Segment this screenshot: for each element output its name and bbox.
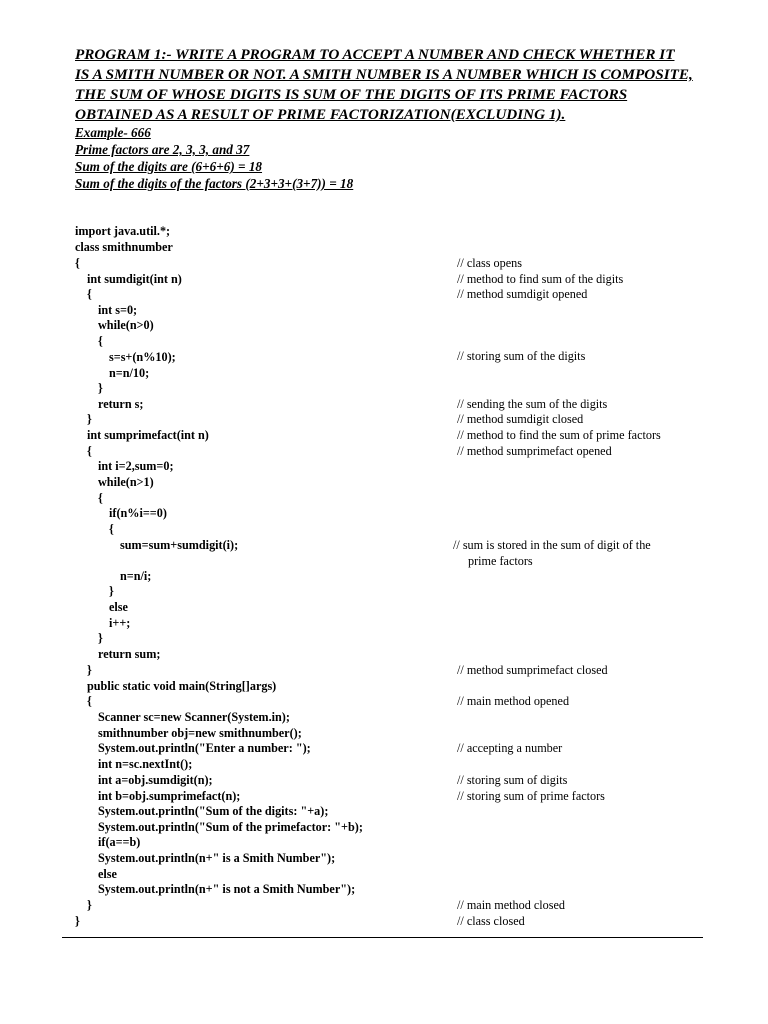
code-comment: // class closed: [457, 914, 525, 928]
code-line: int n=sc.nextInt();: [98, 757, 193, 771]
code-comment: // main method closed: [457, 898, 565, 912]
code-line: import java.util.*;: [75, 224, 171, 238]
code-comment: // sum is stored in the sum of digit of the: [453, 538, 651, 552]
heading-line-3: THE SUM OF WHOSE DIGITS IS SUM OF THE DIGITS OF ITS PRIME FACTORS: [75, 86, 628, 103]
code-comment: // sending the sum of the digits: [457, 397, 608, 411]
code-line: class smithnumber: [75, 240, 173, 254]
code-line: n=n/i;: [120, 569, 152, 583]
code-comment: // main method opened: [457, 694, 570, 708]
code-line: else: [98, 867, 117, 881]
code-line: System.out.println(n+" is not a Smith Number");: [98, 882, 356, 896]
code-line: System.out.println(n+" is a Smith Number");: [98, 851, 336, 865]
code-line: return s;: [98, 397, 144, 411]
code-comment: // method sumdigit closed: [457, 412, 584, 426]
code-comment: // storing sum of the digits: [457, 349, 586, 363]
bottom-rule: [62, 937, 703, 938]
code-line: if(n%i==0): [109, 506, 167, 520]
example-digit-sum: Sum of the digits are (6+6+6) = 18: [75, 159, 263, 174]
code-line: {: [98, 334, 103, 348]
code-line: {: [109, 522, 114, 536]
code-line: {: [87, 287, 92, 301]
code-line: int a=obj.sumdigit(n);: [98, 773, 213, 787]
code-line: System.out.println("Sum of the primefactor: "+b);: [98, 820, 363, 834]
code-line: int sumprimefact(int n): [87, 428, 209, 442]
code-line: while(n>0): [98, 318, 154, 332]
heading-line-4: OBTAINED AS A RESULT OF PRIME FACTORIZATION(EXCLUDING 1).: [75, 106, 566, 123]
code-line: }: [109, 584, 114, 598]
code-line: Scanner sc=new Scanner(System.in);: [98, 710, 290, 724]
code-comment: // method sumprimefact opened: [457, 444, 612, 458]
code-line: }: [87, 898, 92, 912]
code-comment: // accepting a number: [457, 741, 563, 755]
code-line: System.out.println("Sum of the digits: "+a);: [98, 804, 329, 818]
code-comment: // method sumdigit opened: [457, 287, 588, 301]
code-line: int s=0;: [98, 303, 138, 317]
code-line: }: [87, 412, 92, 426]
code-line: int sumdigit(int n): [87, 272, 182, 286]
code-line: }: [98, 381, 103, 395]
code-line: sum=sum+sumdigit(i);: [120, 538, 239, 552]
heading-line-2: IS A SMITH NUMBER OR NOT. A SMITH NUMBER IS A NUMBER WHICH IS COMPOSITE,: [75, 66, 693, 83]
code-line: }: [75, 914, 80, 928]
code-comment: // storing sum of digits: [457, 773, 568, 787]
heading-line-1: PROGRAM 1:- WRITE A PROGRAM TO ACCEPT A NUMBER AND CHECK WHETHER IT: [75, 46, 675, 63]
code-line: {: [75, 256, 80, 270]
code-line: if(a==b): [98, 835, 141, 849]
code-line: smithnumber obj=new smithnumber();: [98, 726, 302, 740]
example-prime-factors: Prime factors are 2, 3, 3, and 37: [75, 142, 250, 157]
code-line: i++;: [109, 616, 131, 630]
code-line: }: [87, 663, 92, 677]
code-line: while(n>1): [98, 475, 154, 489]
code-line: n=n/10;: [109, 366, 150, 380]
code-line: else: [109, 600, 128, 614]
code-comment: prime factors: [468, 554, 533, 568]
code-comment: // method to find the sum of prime factors: [457, 428, 661, 442]
code-line: int b=obj.sumprimefact(n);: [98, 789, 241, 803]
example-factor-digit-sum: Sum of the digits of the factors (2+3+3+(3+7)) = 18: [75, 176, 354, 191]
code-comment: // class opens: [457, 256, 522, 270]
code-comment: // storing sum of prime factors: [457, 789, 605, 803]
code-line: {: [98, 491, 103, 505]
code-line: {: [87, 694, 92, 708]
code-line: System.out.println("Enter a number: ");: [98, 741, 311, 755]
code-comment: // method sumprimefact closed: [457, 663, 608, 677]
code-line: public static void main(String[]args): [87, 679, 277, 693]
code-comment: // method to find sum of the digits: [457, 272, 624, 286]
code-line: int i=2,sum=0;: [98, 459, 174, 473]
code-line: return sum;: [98, 647, 161, 661]
code-line: s=s+(n%10);: [109, 350, 176, 364]
example-title: Example- 666: [75, 125, 151, 140]
code-line: {: [87, 444, 92, 458]
code-line: }: [98, 631, 103, 645]
